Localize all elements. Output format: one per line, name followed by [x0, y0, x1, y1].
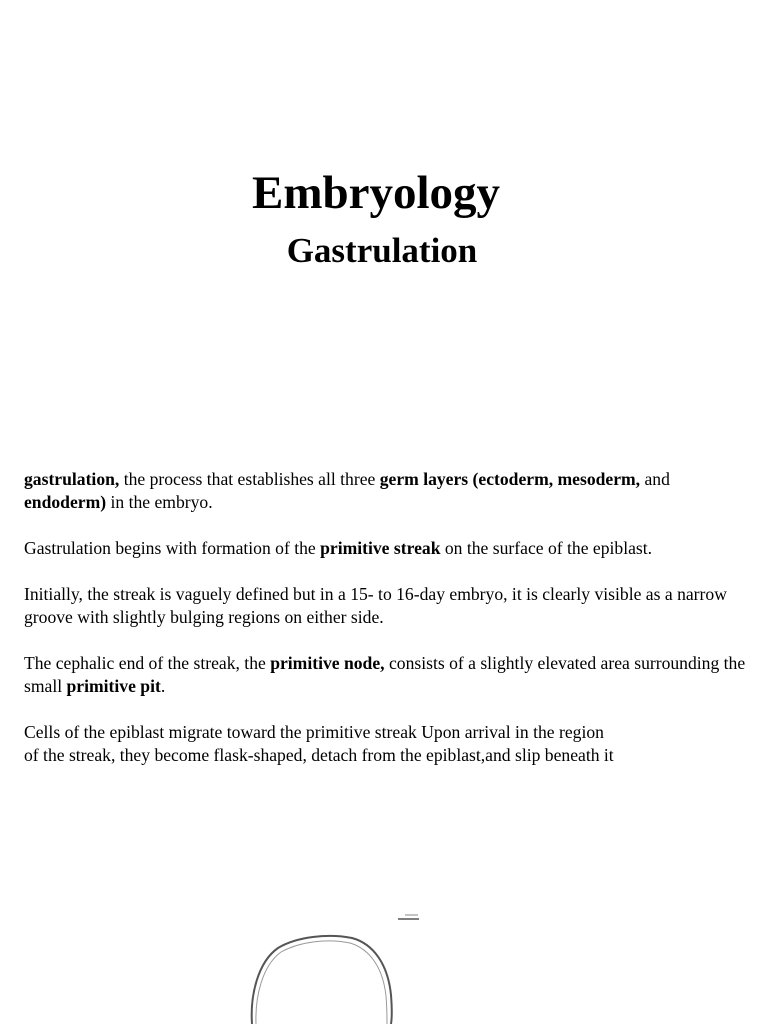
text-line: Cells of the epiblast migrate toward the primitive streak Upon arrival in the region	[24, 722, 604, 742]
text-span: .	[160, 676, 166, 696]
text-span: and	[640, 469, 670, 489]
text-span: The cephalic end of the streak, the	[24, 653, 271, 673]
term-germ-layers: germ layers (ectoderm, mesoderm,	[379, 469, 641, 489]
text-span: in the embryo.	[106, 492, 213, 512]
paragraph-streak-description	[24, 583, 752, 629]
embryo-outline	[252, 936, 392, 1024]
paragraph-primitive-node	[24, 652, 752, 698]
body-text	[24, 468, 752, 790]
page-subtitle: Gastrulation	[286, 231, 478, 270]
text-span: on the surface of the epiblast.	[440, 538, 653, 558]
term-primitive-pit: primitive pit	[66, 676, 161, 696]
text-span: Initially, the streak is vaguely defined but in a 15- to 16-day embryo, it is clearly visible as a narrow groove with slightly bulging regions on either side.	[24, 584, 727, 627]
embryo-outline-inner	[256, 941, 387, 1024]
paragraph-gastrulation-definition	[24, 468, 752, 514]
paragraph-primitive-streak	[24, 537, 752, 560]
text-span: consists of a slightly elevated area surrounding the small	[24, 653, 746, 696]
term-primitive-streak: primitive streak	[320, 538, 441, 558]
term-primitive-node: primitive node,	[270, 653, 385, 673]
embryo-sketch-figure	[0, 900, 768, 1024]
page-title: Embryology	[251, 167, 501, 219]
term-endoderm: endoderm)	[24, 492, 107, 512]
text-span: the process that establishes all three	[119, 469, 380, 489]
text-line: of the streak, they become flask-shaped, detach from the epiblast,and slip beneath it	[24, 745, 614, 765]
text-span: Gastrulation begins with formation of the	[24, 538, 321, 558]
term-gastrulation: gastrulation,	[24, 469, 120, 489]
paragraph-cell-migration	[24, 721, 752, 767]
